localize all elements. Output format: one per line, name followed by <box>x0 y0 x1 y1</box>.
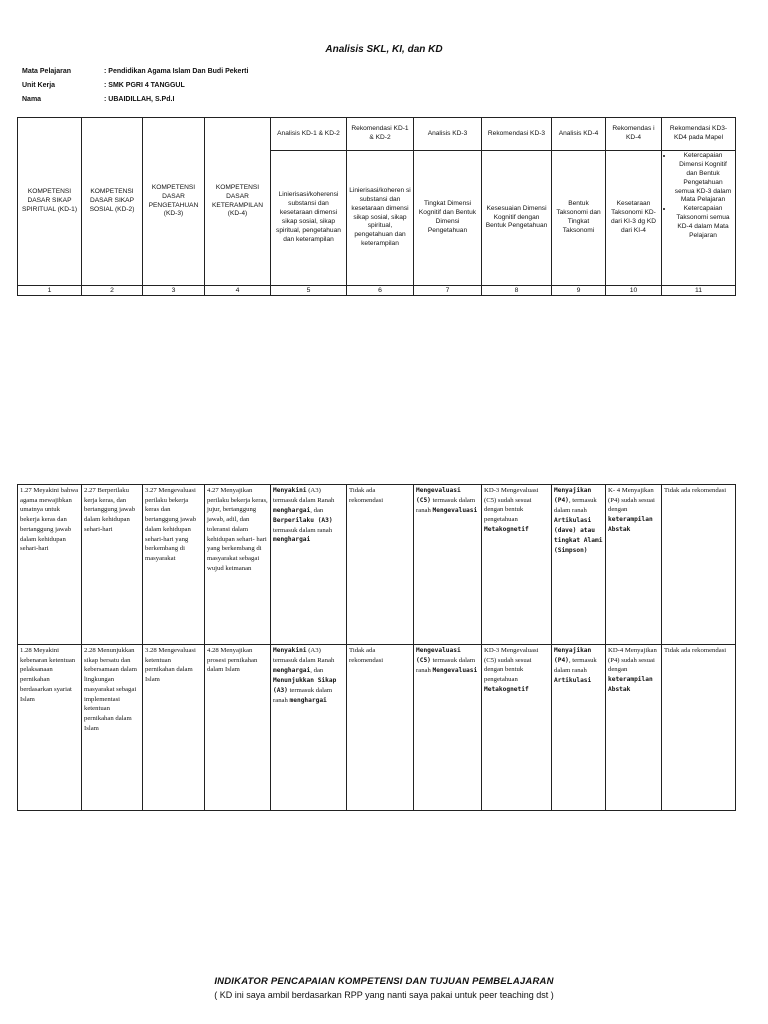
list-item: • Ketercapaian Taksonomi semua KD-4 dalam Mata Pelajaran <box>673 205 733 241</box>
meta-row-name <box>22 96 174 103</box>
header-sub-7: Tingkat Dimensi Kognitif dan Bentuk Dimensi Pengetahuan <box>414 151 482 286</box>
bold-term: menghargai <box>273 666 311 674</box>
text: termasuk dalam ranah <box>416 656 476 674</box>
header-analisis-kd1-kd2: Analisis KD-1 & KD-2 <box>271 118 347 151</box>
bold-term: Artikulasi <box>554 676 592 684</box>
header-rekomendasi-kd4: Rekomendas i KD-4 <box>606 118 662 151</box>
header-sub-8: Kesesuaian Dimensi Kognitif dengan Bentuk Pengetahuan <box>482 151 552 286</box>
meta-label: Nama <box>22 96 42 103</box>
cell-rekomendasi-mapel: Tidak ada rekomendasi <box>662 645 736 811</box>
content-table <box>17 484 736 811</box>
meta-row-subject <box>22 68 248 75</box>
bold-term: Mengevaluasi (C5) <box>416 647 461 664</box>
document-title: Analisis SKL, KI, dan KD <box>325 44 443 55</box>
cell-rekomendasi-kd4 <box>606 645 662 811</box>
column-number: 6 <box>347 286 414 296</box>
cell-kd4: 4.28 Menyajikan prosesi pernikahan dalam Islam <box>205 645 271 811</box>
column-number: 7 <box>414 286 482 296</box>
text: , dan <box>310 666 324 674</box>
cell-rekomendasi-kd4 <box>606 485 662 645</box>
bold-term: Menyakini <box>273 487 307 494</box>
text: termasuk dalam ranah <box>273 686 333 704</box>
header-sub-5: Linierisasi/koherensi substansi dan kesetaraan dimensi sikap sosial, sikap spiritual, pengetahuan dan keterampilan <box>271 151 347 286</box>
text: KD-3 Mengevaluasi (C5) sudah sesuai dengan bentuk pengetahuan <box>484 647 539 684</box>
text: KD-3 Mengevaluasi (C5) sudah sesuai dengan bentuk pengetahuan <box>484 487 539 524</box>
text: termasuk dalam ranah <box>273 526 333 534</box>
column-number: 2 <box>82 286 143 296</box>
bold-term: Menyajikan (P4) <box>554 647 592 664</box>
indicator-note: ( KD ini saya ambil berdasarkan RPP yang nanti saya pakai untuk peer teaching dst ) <box>214 990 554 1000</box>
column-number: 1 <box>18 286 82 296</box>
column-number: 4 <box>205 286 271 296</box>
cell-analisis-kd1-kd2 <box>271 485 347 645</box>
text: (A3) termasuk dalam Ranah <box>273 487 335 504</box>
text: (A3) termasuk dalam Ranah <box>273 647 335 664</box>
indicator-heading: INDIKATOR PENCAPAIAN KOMPETENSI DAN TUJUAN PEMBELAJARAN <box>214 976 554 987</box>
table-row <box>18 645 736 811</box>
bold-term: Mengevaluasi <box>432 506 478 514</box>
meta-value: : SMK PGRI 4 TANGGUL <box>104 82 185 89</box>
table-row <box>18 485 736 645</box>
cell-analisis-kd1-kd2 <box>271 645 347 811</box>
header-sub-10: Kesetaraan Taksonomi KD-dari KI-3 dg KD dari KI-4 <box>606 151 662 286</box>
cell-kd1: 1.28 Meyakini kebenaran ketentuan pelaksanaan pernikahan berdasarkan syariat Islam <box>18 645 82 811</box>
meta-label: Unit Kerja <box>22 82 56 89</box>
header-rekomendasi-kd1-kd2: Rekomendasi KD-1 & KD-2 <box>347 118 414 151</box>
bold-term: Mengevaluasi <box>432 666 478 674</box>
cell-kd2: 2.28 Menunjukkan sikap bersatu dan kebersamaan dalam lingkungan masyarakat sebagai implementasi ketentuan pernikahan dalam Islam <box>82 645 143 811</box>
bold-term: Metakognetif <box>484 525 529 533</box>
meta-label: Mata Pelajaran <box>22 68 72 75</box>
bold-term: Metakognetif <box>484 685 529 693</box>
column-number: 5 <box>271 286 347 296</box>
bold-term: Menyakini <box>273 647 307 654</box>
column-number: 8 <box>482 286 552 296</box>
header-table <box>17 117 736 296</box>
text: K- 4 Menyajikan (P4) sudah sesuai dengan <box>608 487 655 514</box>
header-sub-11-list <box>664 152 733 241</box>
cell-analisis-kd3 <box>414 645 482 811</box>
header-sub-11 <box>662 151 736 286</box>
bold-term: Menyajikan (P4) <box>554 487 592 504</box>
cell-rekomendasi-kd1-kd2: Tidak ada rekomendasi <box>347 485 414 645</box>
cell-rekomendasi-kd3 <box>482 485 552 645</box>
cell-kd3: 3.27 Mengevaluasi perilaku bekerja keras dan bertanggung jawab dalam kehidupan sehari-hari yang berkembang di masyarakat <box>143 485 205 645</box>
header-analisis-kd4: Analisis KD-4 <box>552 118 606 151</box>
column-number: 3 <box>143 286 205 296</box>
header-kd3: KOMPETENSI DASAR PENGETAHUAN (KD-3) <box>143 118 205 286</box>
column-number: 9 <box>552 286 606 296</box>
bold-term: menghargai <box>289 696 327 704</box>
bold-term: Menunjukkan Sikap (A3) <box>273 676 337 694</box>
cell-analisis-kd4 <box>552 485 606 645</box>
list-item: • Ketercapaian Dimensi Kognitif dan Bentuk Pengetahuan semua KD-3 dalam Mata Pelajaran <box>673 152 733 205</box>
bold-term: Berperilaku (A3) <box>273 516 333 524</box>
header-kd2: KOMPETENSI DASAR SIKAP SOSIAL (KD-2) <box>82 118 143 286</box>
header-rekomendasi-kd3: Rekomendasi KD-3 <box>482 118 552 151</box>
bold-term: Mengevaluasi (C5) <box>416 487 461 504</box>
bold-term: keterampilan Abstak <box>608 516 653 534</box>
header-rekomendasi-mapel: Rekomendasi KD3-KD4 pada Mapel <box>662 118 736 151</box>
text: termasuk dalam ranah <box>416 496 476 514</box>
header-sub-6: Linierisasi/koheren si substansi dan kesetaraan dimensi sikap sosial, sikap spiritual, pengetahuan dan keterampilan <box>347 151 414 286</box>
meta-value: : Pendidikan Agama Islam Dan Budi Pekerti <box>104 68 249 75</box>
cell-analisis-kd3 <box>414 485 482 645</box>
meta-value: : UBAIDILLAH, S.Pd.I <box>104 96 175 103</box>
header-kd1: KOMPETENSI DASAR SIKAP SPIRITUAL (KD-1) <box>18 118 82 286</box>
header-sub-9: Bentuk Taksonomi dan Tingkat Taksonomi <box>552 151 606 286</box>
meta-row-unit <box>22 82 185 89</box>
cell-rekomendasi-kd3 <box>482 645 552 811</box>
cell-analisis-kd4 <box>552 645 606 811</box>
bold-term: menghargai <box>273 536 311 544</box>
header-analisis-kd3: Analisis KD-3 <box>414 118 482 151</box>
text: , dan <box>310 506 324 514</box>
cell-kd1: 1.27 Meyakini bahwa agama mewajibkan umatnya untuk bekerja keras dan bertanggung jawab dalam kehidupan sehari-hari <box>18 485 82 645</box>
cell-kd2: 2.27 Berperilaku kerja keras, dan bertanggung jawab dalam kehidupan sehari-hari <box>82 485 143 645</box>
column-number: 11 <box>662 286 736 296</box>
header-kd4: KOMPETENSI DASAR KETERAMPILAN (KD-4) <box>205 118 271 286</box>
column-number: 10 <box>606 286 662 296</box>
bold-term: Artikulasi (dave) atau tingkat Alami (Simpson) <box>554 516 603 554</box>
bold-term: keterampilan Abstak <box>608 676 653 694</box>
text: KD-4 Menyajikan (P4) sudah sesuai dengan <box>608 647 657 674</box>
cell-kd3: 3.28 Mengevaluasi ketentuan pernikahan dalam Islam <box>143 645 205 811</box>
cell-kd4: 4.27 Menyajikan perilaku bekerja keras, jujur, bertanggung jawab, adil, dan toleransi dalam kehidupan sehari- hari yang berkembang di masyarakat sebagai wujud keimanan <box>205 485 271 645</box>
text: , termasuk dalam ranah <box>554 496 597 514</box>
bold-term: menghargai <box>273 506 311 514</box>
cell-rekomendasi-mapel: Tidak ada rekomendasi <box>662 485 736 645</box>
text: , termasuk dalam ranah <box>554 656 597 674</box>
cell-rekomendasi-kd1-kd2: Tidak ada rekomendasi <box>347 645 414 811</box>
